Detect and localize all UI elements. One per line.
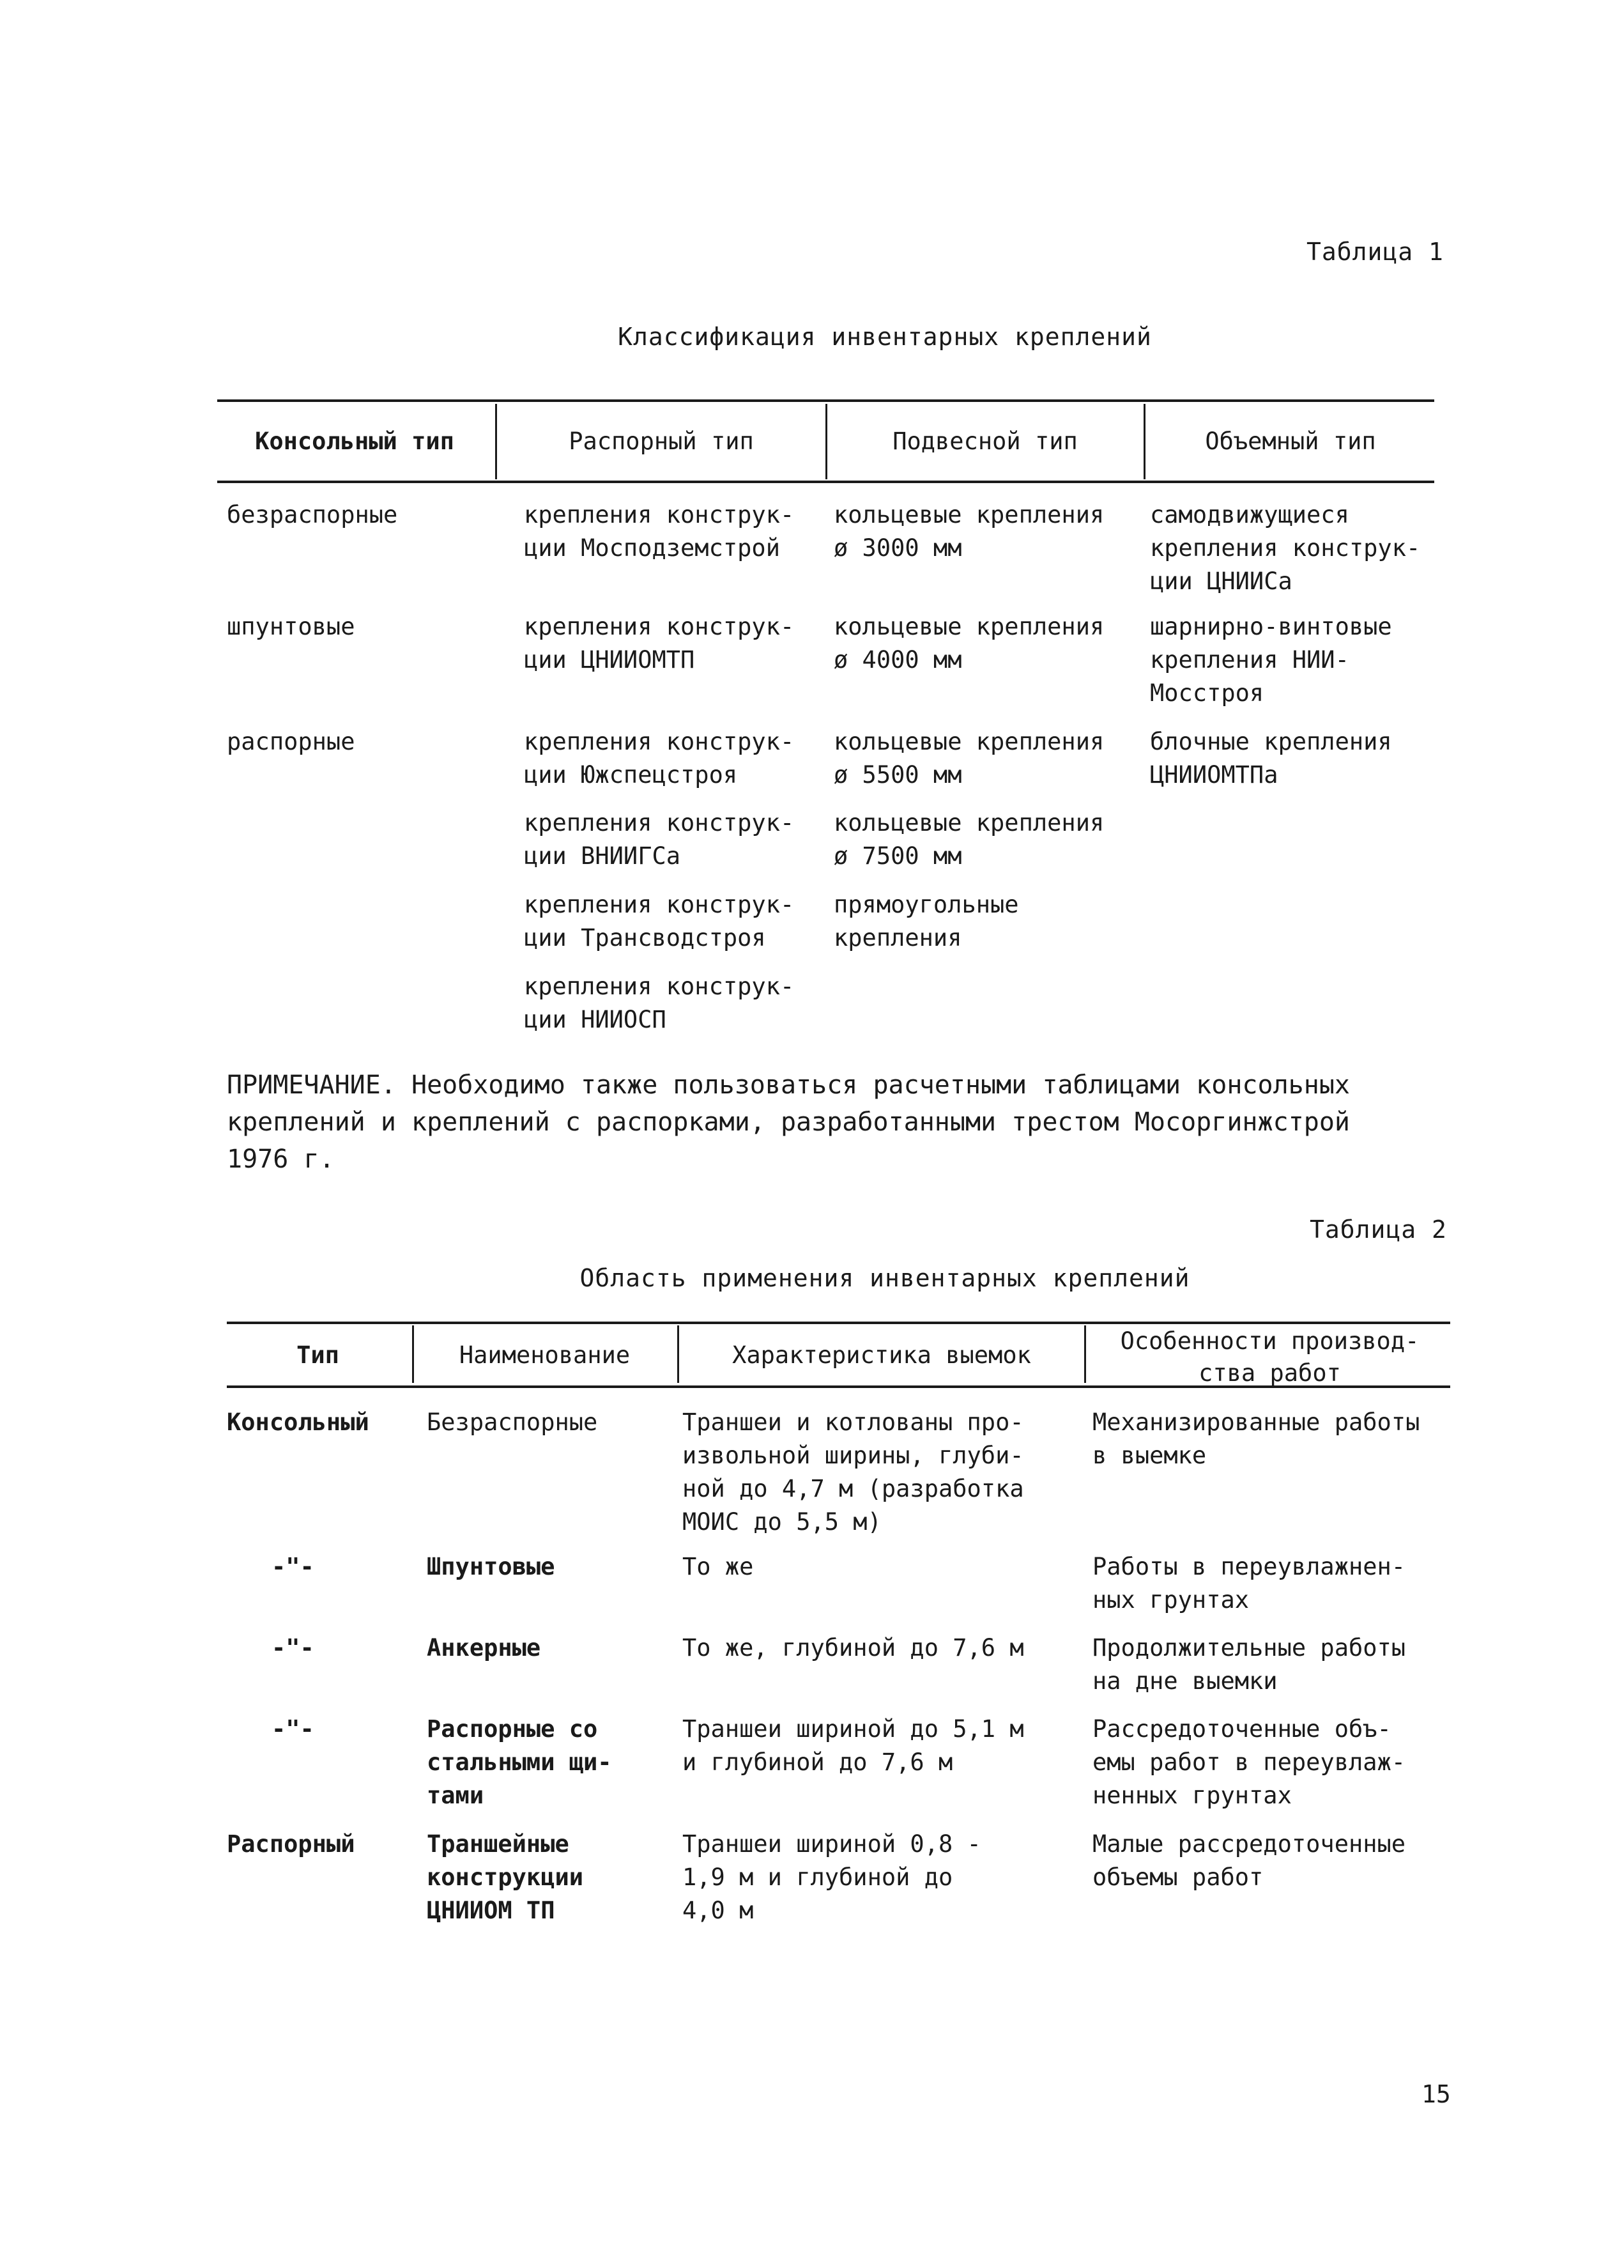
note-line-2: креплений и креплений с распорками, разработанными трестом Мосоргинжстрой: [227, 1107, 1350, 1137]
table2-header-features: Особенности производ- ства работ: [1120, 1327, 1420, 1387]
table1-cell: кольцевые крепления ø 7500 мм: [834, 809, 1105, 870]
table2-cell-type: Консольный: [227, 1408, 369, 1436]
table1-cell: блочные крепления ЦНИИОМТПа: [1150, 728, 1392, 789]
table1-cell: крепления конструк- ции ВНИИГСа: [524, 809, 795, 870]
table1-header-console: Консольный тип: [255, 428, 454, 455]
table1-cell: кольцевые крепления ø 4000 мм: [834, 613, 1105, 674]
table2-cell: Анкерные: [427, 1634, 541, 1662]
table2-header-characteristics: Характеристика выемок: [732, 1341, 1031, 1369]
table2-cell: Траншейные конструкции ЦНИИОМ ТП: [427, 1830, 584, 1924]
table2-cell: Шпунтовые: [427, 1553, 555, 1580]
table2-cell-type: -"-: [272, 1634, 314, 1662]
note-line-3: 1976 г.: [227, 1145, 335, 1174]
table2-cell: Траншеи шириной 0,8 - 1,9 м и глубиной до 4,0 м: [682, 1830, 981, 1924]
table1-header-spacer: Распорный тип: [569, 428, 754, 455]
table1-col-divider-2: [825, 404, 827, 479]
table2-header-name: Наименование: [459, 1341, 631, 1369]
table2-cell: Работы в переувлажнен- ных грунтах: [1092, 1553, 1406, 1614]
table1-cell: крепления конструк- ции Южспецстроя: [524, 728, 795, 789]
table1-label: Таблица 1: [1306, 238, 1444, 266]
table2-cell: То же, глубиной до 7,6 м: [682, 1634, 1024, 1662]
table2-col-divider-1: [412, 1325, 414, 1383]
table1-header-suspended: Подвесной тип: [892, 428, 1078, 455]
table2-label: Таблица 2: [1310, 1215, 1447, 1244]
table1-cell: крепления конструк- ции НИИОСП: [524, 973, 795, 1033]
table2-cell: Распорные со стальными щи- тами: [427, 1715, 612, 1809]
table2-cell: То же: [682, 1553, 754, 1580]
table2-col-divider-3: [1084, 1325, 1086, 1383]
table1-cell: распорные: [227, 728, 355, 755]
table1-col-divider-3: [1144, 404, 1145, 479]
note-line-1: ПРИМЕЧАНИЕ. Необходимо также пользоваться расчетными таблицами консольных: [227, 1070, 1350, 1100]
table1-title: Классификация инвентарных креплений: [618, 323, 1152, 351]
table1-col-divider-1: [495, 404, 497, 479]
table1-cell: шарнирно-винтовые крепления НИИ- Мосстроя: [1150, 613, 1392, 707]
table2-title: Область применения инвентарных креплений: [579, 1264, 1190, 1292]
table1-cell: шпунтовые: [227, 613, 355, 640]
table2-cell-type: -"-: [272, 1553, 314, 1580]
table2-cell: Малые рассредоточенные объемы работ: [1092, 1830, 1406, 1891]
table1-cell: кольцевые крепления ø 3000 мм: [834, 501, 1105, 562]
table2-cell: Траншеи шириной до 5,1 м и глубиной до 7,6 м: [682, 1715, 1024, 1776]
table1-cell: крепления конструк- ции ЦНИИОМТП: [524, 613, 795, 674]
table1-top-rule: [217, 399, 1434, 402]
table2-header-type: Тип: [296, 1341, 339, 1369]
table2-top-rule: [227, 1322, 1450, 1324]
table1-cell: самодвижущиеся крепления конструк- ции ЦНИИСа: [1150, 501, 1421, 595]
table2-cell: Траншеи и котлованы про- извольной ширины, глуби- ной до 4,7 м (разработка МОИС до 5,5 м): [682, 1408, 1024, 1536]
table2-cell: Рассредоточенные объ- емы работ в переувлаж- ненных грунтах: [1092, 1715, 1406, 1809]
page-number: 15: [1421, 2080, 1451, 2108]
table1-cell: прямоугольные крепления: [834, 891, 1019, 952]
table2-cell-type: Распорный: [227, 1830, 355, 1858]
table1-header-volumetric: Объемный тип: [1205, 428, 1376, 455]
table1-cell: крепления конструк- ции Трансводстроя: [524, 891, 795, 952]
table2-cell: Безраспорные: [427, 1408, 598, 1436]
table1-cell: крепления конструк- ции Мосподземстрой: [524, 501, 795, 562]
table1-cell: кольцевые крепления ø 5500 мм: [834, 728, 1105, 789]
table2-col-divider-2: [677, 1325, 679, 1383]
table2-cell-type: -"-: [272, 1715, 314, 1743]
table1-cell: безраспорные: [227, 501, 398, 528]
table2-cell: Механизированные работы в выемке: [1092, 1408, 1420, 1469]
table1-header-rule: [217, 481, 1434, 483]
table2-cell: Продолжительные работы на дне выемки: [1092, 1634, 1406, 1695]
